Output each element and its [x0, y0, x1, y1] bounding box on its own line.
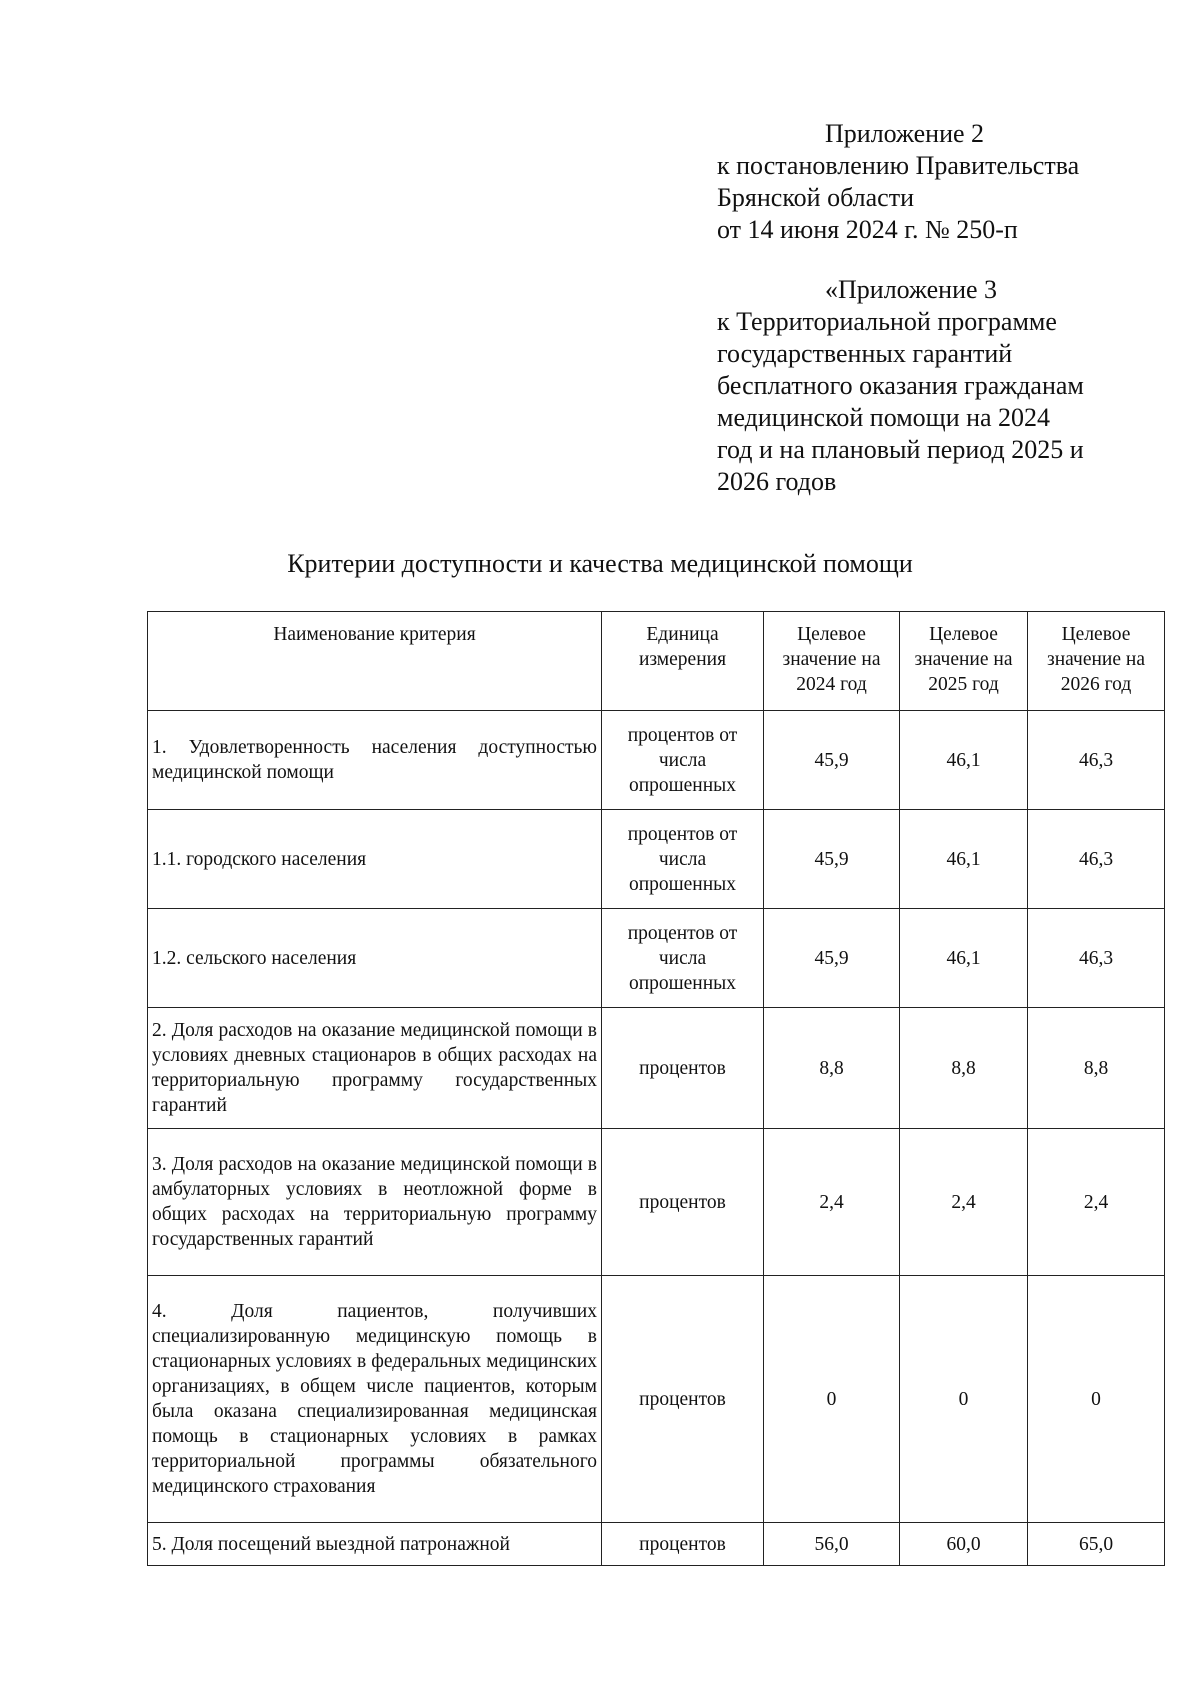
- program-reference-line: бесплатного оказания гражданам: [717, 371, 1084, 400]
- criterion-name: 4. Доля пациентов, получивших специализированную медицинскую помощь в стационарных условиях в федеральных медицинских организациях, в общем числе пациентов, которым была оказана специализированная медицинская помощь в стационарных условиях в рамках территориальной программы обязательного медицинского страхования: [148, 1276, 602, 1523]
- value-2024: 45,9: [764, 711, 900, 810]
- value-2026: 46,3: [1028, 711, 1165, 810]
- program-reference-line: 2026 годов: [717, 467, 837, 496]
- appendix-number: Приложение 2: [825, 119, 985, 148]
- value-2026: 46,3: [1028, 909, 1165, 1008]
- column-header-unit: Единица измерения: [602, 612, 764, 711]
- value-2026: 46,3: [1028, 810, 1165, 909]
- value-2024: 0: [764, 1276, 900, 1523]
- value-2026: 8,8: [1028, 1008, 1165, 1129]
- value-2026: 65,0: [1028, 1523, 1165, 1566]
- criterion-unit: процентов: [602, 1523, 764, 1566]
- column-header-criterion: Наименование критерия: [148, 612, 602, 711]
- header-spacer: [717, 246, 1157, 274]
- program-reference-line: год и на плановый период 2025 и: [717, 435, 1084, 464]
- criterion-name: 1. Удовлетворенность населения доступностью медицинской помощи: [148, 711, 602, 810]
- program-reference-line: медицинской помощи на 2024: [717, 403, 1051, 432]
- criterion-name: 1.1. городского населения: [148, 810, 602, 909]
- value-2025: 0: [900, 1276, 1028, 1523]
- criterion-name: 1.2. сельского населения: [148, 909, 602, 1008]
- criterion-name: 5. Доля посещений выездной патронажной: [148, 1523, 602, 1566]
- program-reference-line: государственных гарантий: [717, 339, 1013, 368]
- value-2024: 8,8: [764, 1008, 900, 1129]
- value-2024: 2,4: [764, 1129, 900, 1276]
- criterion-unit: процентов от числа опрошенных: [602, 810, 764, 909]
- column-header-2025: Целевое значение на 2025 год: [900, 612, 1028, 711]
- column-header-2026: Целевое значение на 2026 год: [1028, 612, 1165, 711]
- criterion-unit: процентов: [602, 1276, 764, 1523]
- value-2025: 60,0: [900, 1523, 1028, 1566]
- criteria-table: [147, 611, 1165, 1566]
- table-row: [148, 711, 1165, 810]
- criterion-unit: процентов: [602, 1008, 764, 1129]
- criterion-unit: процентов: [602, 1129, 764, 1276]
- value-2024: 56,0: [764, 1523, 900, 1566]
- table-row: [148, 909, 1165, 1008]
- criterion-unit: процентов от числа опрошенных: [602, 909, 764, 1008]
- table-row: [148, 1523, 1165, 1566]
- table-row: [148, 810, 1165, 909]
- appendix-header: [717, 118, 1157, 498]
- program-appendix-number: «Приложение 3: [825, 275, 998, 304]
- decree-date-number: от 14 июня 2024 г. № 250-п: [717, 215, 1018, 244]
- value-2025: 2,4: [900, 1129, 1028, 1276]
- table-row: [148, 1008, 1165, 1129]
- table-row: [148, 1276, 1165, 1523]
- value-2025: 46,1: [900, 810, 1028, 909]
- table-header-row: [148, 612, 1165, 711]
- column-header-2024: Целевое значение на 2024 год: [764, 612, 900, 711]
- table-row: [148, 1129, 1165, 1276]
- value-2025: 46,1: [900, 909, 1028, 1008]
- value-2024: 45,9: [764, 810, 900, 909]
- criterion-unit: процентов от числа опрошенных: [602, 711, 764, 810]
- criterion-name: 2. Доля расходов на оказание медицинской помощи в условиях дневных стационаров в общих расходах на территориальную программу государственных гарантий: [148, 1008, 602, 1129]
- criterion-name: 3. Доля расходов на оказание медицинской помощи в амбулаторных условиях в неотложной форме в общих расходах на территориальную программу государственных гарантий: [148, 1129, 602, 1276]
- region-name: Брянской области: [717, 183, 914, 212]
- value-2026: 2,4: [1028, 1129, 1165, 1276]
- document-title: Критерии доступности и качества медицинской помощи: [287, 549, 913, 578]
- value-2026: 0: [1028, 1276, 1165, 1523]
- value-2025: 8,8: [900, 1008, 1028, 1129]
- value-2025: 46,1: [900, 711, 1028, 810]
- program-reference-line: к Территориальной программе: [717, 307, 1057, 336]
- value-2024: 45,9: [764, 909, 900, 1008]
- decree-reference: к постановлению Правительства: [717, 151, 1080, 180]
